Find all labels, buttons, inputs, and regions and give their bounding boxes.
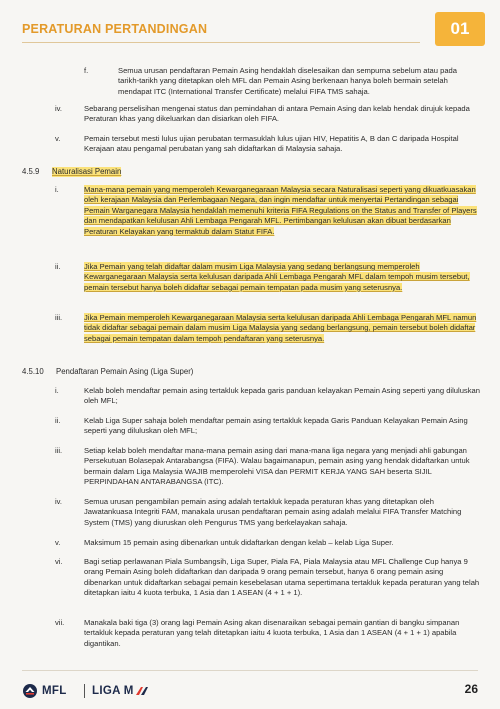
section-title: Pendaftaran Pemain Asing (Liga Super) [56,367,194,376]
section-number: 4.5.10 [22,367,44,376]
list-marker: iv. [55,104,63,113]
list-marker: v. [55,134,61,143]
list-marker: vi. [55,557,63,566]
list-marker: iii. [55,446,63,455]
liga-m-logo-text: LIGA M [92,685,134,697]
page-header [0,0,500,62]
section-heading-4-5-10 [22,367,482,379]
list-item-asing-ii [0,416,500,440]
list-marker: ii. [55,416,61,425]
list-marker: vii. [55,618,65,627]
list-item-text: Semua urusan pengambilan pemain asing adalah tertakluk kepada peraturan khas yang ditetapkan oleh Jawatankuasa Integriti FAM, manakala urusan pendaftaran pemain asing adalah melalui FIFA Transfer Matching System (TMS) yang diuruskan oleh Pengurus TMS yang berkelayakan sahaja. [84,497,462,527]
mfl-emblem-icon [22,683,38,699]
list-marker: f. [84,66,89,75]
highlighted-text: Jika Pemain memperoleh Kewarganegaraan Malaysia serta kelulusan daripada Ahli Lembaga Pengarah MFL namun tidak didaftar sebagai pemain dalam musim Liga Malaysia yang sedang berlangsung, pemain tersebut boleh didaftar sebagai pemain tempatan dalam tempoh pendaftaran yang seterusnya. [84,313,477,343]
list-item-naturalisasi-ii [0,262,500,306]
list-item-asing-v [0,538,500,550]
list-item-text: Sebarang perselisihan mengenai status dan pemindahan di antara Pemain Asing dan kelab hendak dirujuk kepada Peraturan khas yang dikeluarkan dan disiarkan oleh FIFA. [84,104,470,124]
list-marker: i. [55,386,59,395]
list-item-asing-iii [0,446,500,490]
list-marker: v. [55,538,61,547]
logo-divider [84,684,85,698]
list-item-text: Semua urusan pendaftaran Pemain Asing hendaklah diselesaikan dan sempurna sebelum atau pada tarikh-tarikh yang ditetapkan oleh MFL dan Pemain Asing berkenaan hanya boleh bermain setelah mendapat ITC (International Transfer Certificate) melalui FIFA TMS sahaja. [118,66,457,96]
liga-m-logo [92,681,148,701]
list-marker: iii. [55,313,63,322]
highlighted-text: Jika Pemain yang telah didaftar dalam musim Liga Malaysia yang sedang berlangsung memperoleh Kewarganegaraan Malaysia serta kelulusan daripada Ahli Lembaga Pengarah MFL dalam tempoh musim tersebut, pemain tersebut hanya boleh didaftar sebagai pemain tempatan pada musim yang seterusnya. [84,262,470,292]
list-item-text: Manakala baki tiga (3) orang lagi Pemain Asing akan disenaraikan sebagai pemain gantian di bangku simpanan tertakluk kepada peraturan yang telah ditetapkan iaitu 4 kuota terbuka, 1 Asia dan 1 ASEAN (4 + 1 + 1) apabila digantikan. [84,618,460,648]
mfl-logo [22,681,67,701]
section-title: Naturalisasi Pemain [52,167,122,176]
list-item-naturalisasi-iii [0,313,500,357]
list-item-text-wrap [84,262,480,293]
list-item-naturalisasi-i [0,185,500,251]
list-marker: i. [55,185,59,194]
list-item-text: Maksimum 15 pemain asing dibenarkan untuk didaftarkan dengan kelab – kelab Liga Super. [84,538,394,547]
page-number: 26 [464,682,478,696]
list-item-asing-iv [0,497,500,531]
header-divider [22,42,420,43]
list-item-f [0,66,500,100]
list-marker: iv. [55,497,63,506]
list-item-asing-vi [0,557,500,611]
list-item-text: Pemain tersebut mesti lulus ujian perubatan termasuklah lulus ujian HIV, Hepatitis A, B dan C daripada Hospital Kerajaan atau pengamal perubatan yang sah didaftarkan di Malaysia sahaja. [84,134,459,154]
mfl-logo-text: MFL [42,685,67,697]
list-item-text: Kelab boleh mendaftar pemain asing tertakluk kepada garis panduan kelayakan Pemain Asing seperti yang diluluskan oleh MFL; [84,386,480,406]
liga-m-swoosh-icon [136,686,148,696]
list-item-asing-i [0,386,500,410]
list-item-text-wrap [84,185,480,237]
list-item-v [0,134,500,158]
list-marker: ii. [55,262,61,271]
page-footer [0,670,500,709]
chapter-badge: 01 [435,12,485,46]
section-number: 4.5.9 [22,167,40,176]
list-item-text: Bagi setiap perlawanan Piala Sumbangsih, Liga Super, Piala FA, Piala Malaysia atau MFL Challenge Cup hanya 9 orang Pemain Asing boleh didaftarkan dan daripada 9 orang pemain tersebut, hanya 6 orang pemain asing dibenarkan untuk didaftarkan sebagai pemain kesebelasan utama sepertimana tertakluk kepada peraturan yang telah ditetapkan iaitu 4 kuota terbuka, 1 Asia dan 1 ASEAN (4 + 1 + 1). [84,557,480,598]
list-item-text: Kelab Liga Super sahaja boleh mendaftar pemain asing tertakluk kepada Garis Panduan Kelayakan Pemain Asing seperti yang diluluskan oleh MFL; [84,416,468,436]
list-item-asing-vii [0,618,500,652]
list-item-iv [0,104,500,128]
list-item-text: Setiap kelab boleh mendaftar mana-mana pemain asing dari mana-mana liga negara yang menjadi ahli gabungan Persekutuan Bolasepak Antarabangsa (FIFA). Walau bagaimanapun, pemain asing yang hendak didaftarkan untuk bermain dalam Liga Malaysia WAJIB memperolehi VISA dan PERMIT KERJA YANG SAH beserta SIJIL PERPINDAHAN ANTARABANGSA (ITC). [84,446,470,487]
list-item-text-wrap [84,313,480,344]
footer-divider [22,670,478,671]
section-heading-4-5-9 [22,167,482,179]
document-title: PERATURAN PERTANDINGAN [22,22,208,36]
highlighted-text: Mana-mana pemain yang memperoleh Kewarganegaraan Malaysia secara Naturalisasi seperti yang dikuatkuasakan oleh kerajaan Malaysia dan Perlembagaan Negara, dan ingin mendaftar untuk menyertai Pertandingan sebagai Pemain Warganegara Malaysia hendaklah memenuhi kriteria FIFA Regulations on the Status and Transfer of Players dan mendapatkan kelulusan Ahli Lembaga Pengarah MFL. Pertimbangan kelulusan akan dibuat berdasarkan Peraturan Kelayakan yang termaktub dalam Statut FIFA. [84,185,477,236]
